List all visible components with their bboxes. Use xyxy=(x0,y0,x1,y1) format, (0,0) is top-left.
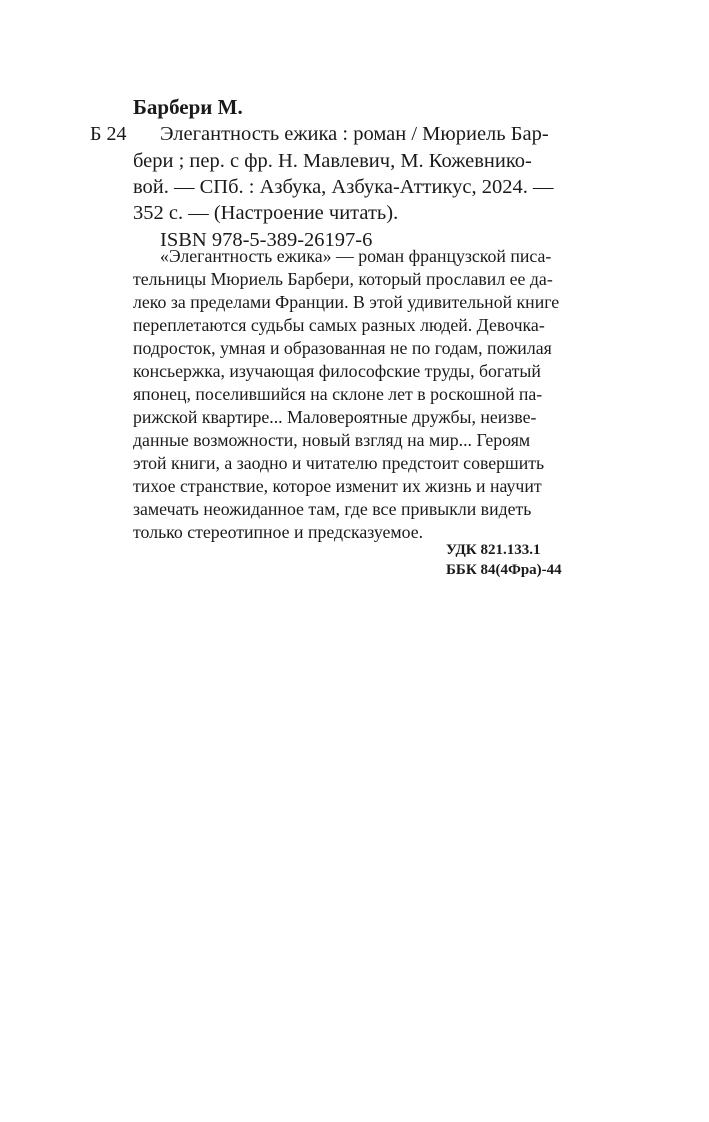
bibliographic-line-2: бери ; пер. с фр. Н. Мавлевич, М. Кожевнико- xyxy=(133,150,532,172)
annotation-line: данные возможности, новый взгляд на мир... Героям xyxy=(133,430,531,450)
bibliographic-line-3: вой. — СПб. : Азбука, Азбука-Аттикус, 2024. — xyxy=(133,176,554,198)
annotation-line: леко за пределами Франции. В этой удивительной книге xyxy=(133,292,560,312)
annotation-line: «Элегантность ежика» — роман французской писа- xyxy=(160,246,552,266)
annotation-line: подросток, умная и образованная не по годам, пожилая xyxy=(133,338,552,358)
author-sign-code: Б 24 xyxy=(90,123,127,145)
annotation-line: замечать неожиданное там, где все привыкли видеть xyxy=(133,499,532,519)
annotation-line: переплетаются судьбы самых разных людей. Девочка- xyxy=(133,315,545,335)
bibliographic-line-4: 352 с. — (Настроение читать). xyxy=(133,202,399,224)
annotation-line: тельницы Мюриель Барбери, который прославил ее да- xyxy=(133,269,553,289)
isbn: ISBN 978-5-389-26197-6 xyxy=(160,229,373,251)
annotation-line: консьержка, изучающая философские труды, богатый xyxy=(133,361,541,381)
udk-index: УДК 821.133.1 xyxy=(446,542,541,558)
bibliographic-line-1: Элегантность ежика : роман / Мюриель Бар- xyxy=(160,123,549,145)
annotation-line: рижской квартире... Маловероятные дружбы, неизве- xyxy=(133,407,537,427)
annotation-line: тихое странствие, которое изменит их жизнь и научит xyxy=(133,476,542,496)
annotation-line: только стереотипное и предсказуемое. xyxy=(133,522,424,542)
annotation-line: этой книги, а заодно и читателю предстоит совершить xyxy=(133,453,545,473)
bbk-index: ББК 84(4Фра)-44 xyxy=(446,562,562,578)
annotation-line: японец, поселившийся на склоне лет в роскошной па- xyxy=(133,384,543,404)
author-name: Барбери М. xyxy=(133,95,243,119)
